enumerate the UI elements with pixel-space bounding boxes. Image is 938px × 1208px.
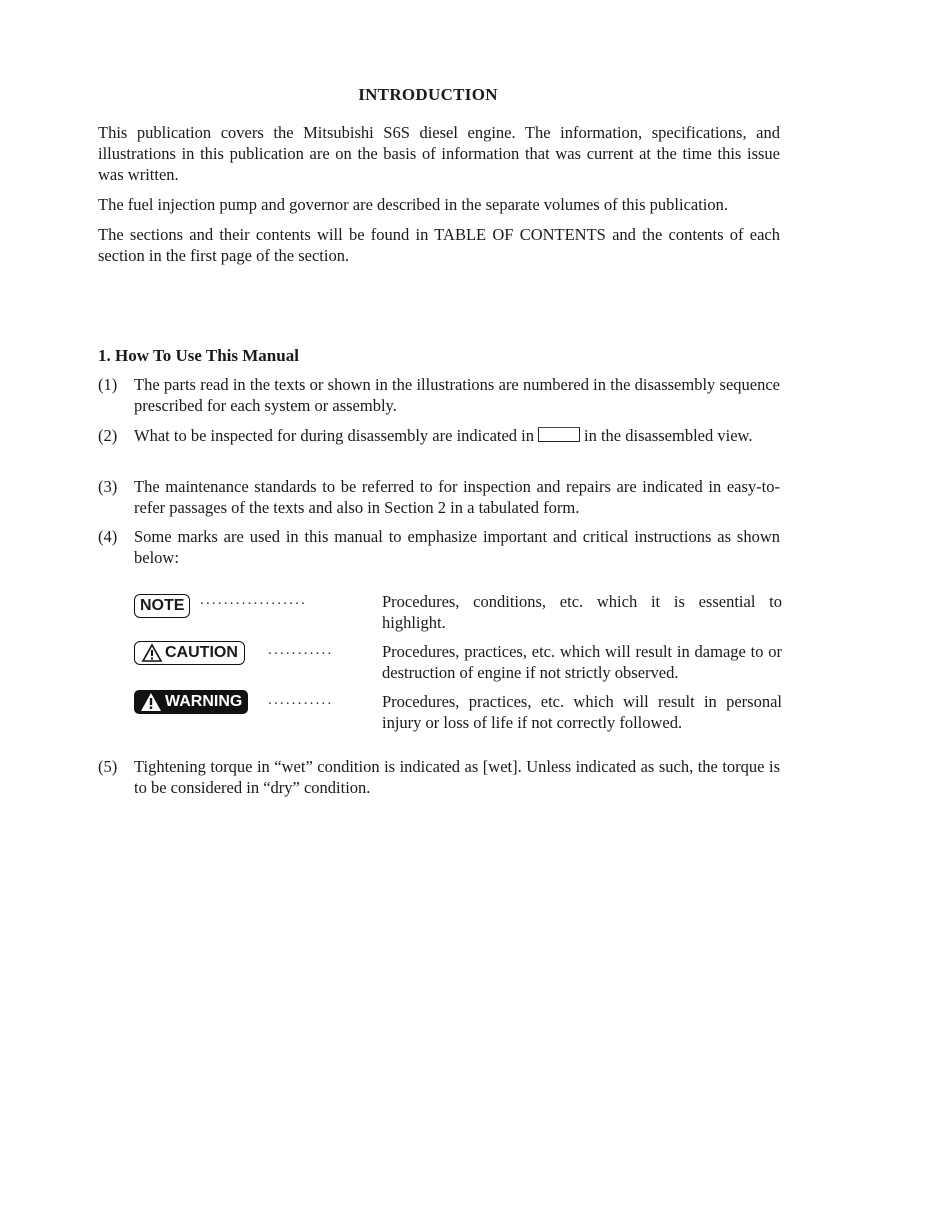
item-number: (2) xyxy=(98,426,118,445)
item-number: (3) xyxy=(98,477,118,496)
list-item xyxy=(98,374,780,416)
list-item xyxy=(98,526,780,568)
item-text: The maintenance standards to be referred to for inspection and repairs are indicated in easy-to-refer passages of the texts and also in Section 2 in a tabulated form. xyxy=(134,477,780,517)
item-text-after: in the disassembled view. xyxy=(584,426,753,445)
note-description: Procedures, conditions, etc. which it is essential to highlight. xyxy=(382,592,782,632)
caution-triangle-icon xyxy=(141,643,163,663)
item-number: (4) xyxy=(98,527,118,546)
leader-dots: ........... xyxy=(268,642,334,658)
caution-description: Procedures, practices, etc. which will result in damage to or destruction of engine if not strictly observed. xyxy=(382,642,782,682)
intro-paragraph-3: The sections and their contents will be found in TABLE OF CONTENTS and the contents of each section in the first page of the section. xyxy=(98,225,780,265)
caution-label: CAUTION xyxy=(165,644,238,661)
intro-paragraph-2: The fuel injection pump and governor are described in the separate volumes of this publication. xyxy=(98,195,729,214)
page-title: INTRODUCTION xyxy=(358,85,498,104)
item-text: The parts read in the texts or shown in the illustrations are numbered in the disassembly sequence prescribed for each system or assembly. xyxy=(134,375,780,415)
item-text xyxy=(134,425,780,446)
note-row xyxy=(132,591,782,637)
intro-paragraph-1: This publication covers the Mitsubishi S6S diesel engine. The information, specifications, and illustrations in this publication are on the basis of information that was current at the time this issue was written. xyxy=(98,123,780,184)
item-number: (1) xyxy=(98,375,118,394)
note-badge: NOTE xyxy=(134,594,190,618)
item-text-before: What to be inspected for during disassembly are indicated in xyxy=(134,426,535,445)
item-number: (5) xyxy=(98,757,118,776)
warning-badge xyxy=(134,690,248,714)
inspection-box-icon xyxy=(538,427,580,442)
leader-dots: .................. xyxy=(200,592,308,608)
section-heading: 1. How To Use This Manual xyxy=(98,346,299,365)
caution-badge xyxy=(134,641,245,665)
warning-description: Procedures, practices, etc. which will result in personal injury or loss of life if not correctly followed. xyxy=(382,692,782,732)
list-item xyxy=(98,425,780,446)
list-item xyxy=(98,756,780,798)
leader-dots: ........... xyxy=(268,692,334,708)
item-text: Tightening torque in “wet” condition is indicated as [wet]. Unless indicated as such, the torque is to be considered in “dry” condition. xyxy=(134,757,780,797)
item-text: Some marks are used in this manual to emphasize important and critical instructions as shown below: xyxy=(134,527,780,567)
warning-triangle-icon xyxy=(140,692,162,712)
list-item xyxy=(98,476,780,518)
warning-label: WARNING xyxy=(165,693,243,710)
